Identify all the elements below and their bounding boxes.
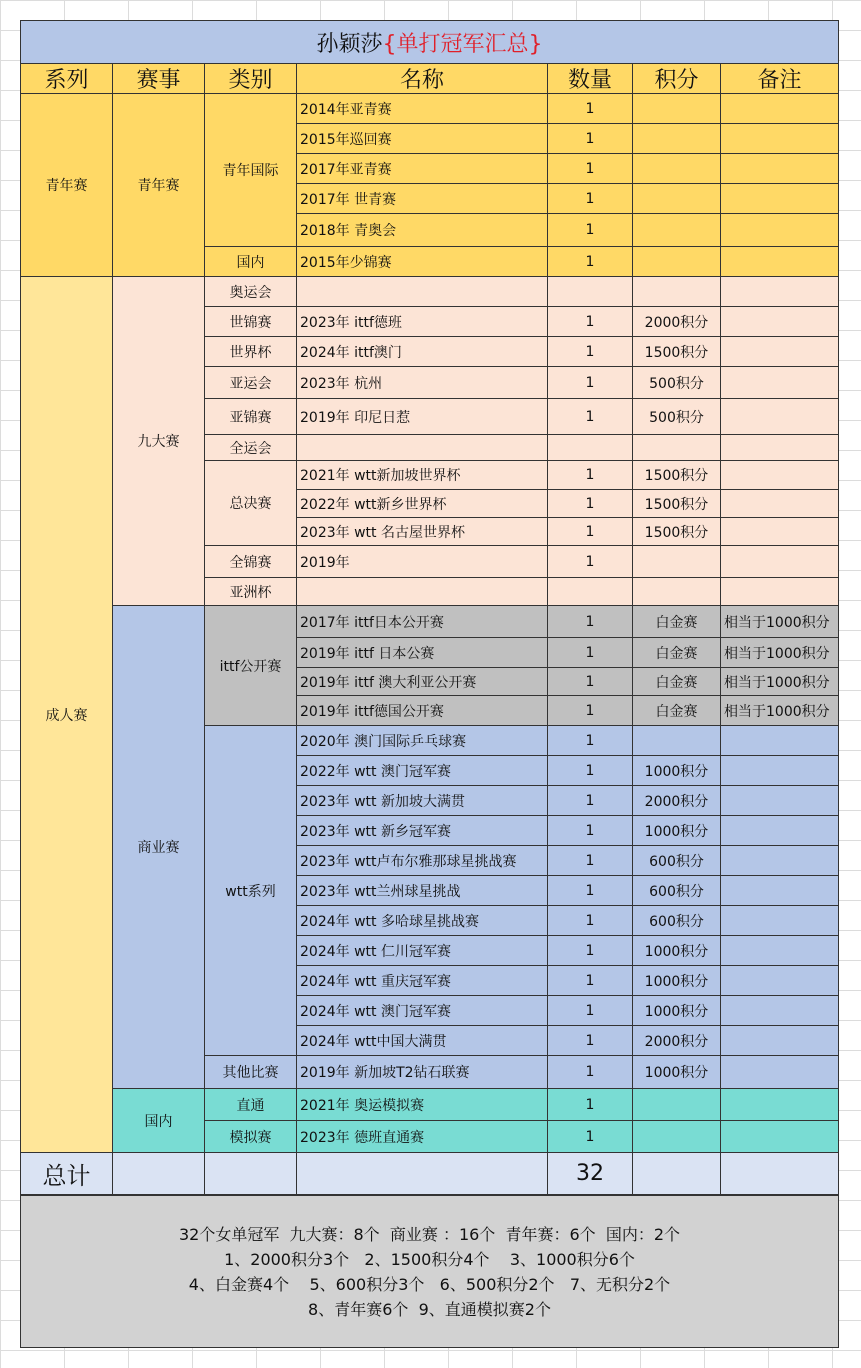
row-22-note [721, 726, 839, 756]
category-worldcup: 世界杯 [205, 337, 297, 367]
row-35-name: 2023年 德班直通赛 [297, 1121, 548, 1153]
total-value: 32 [548, 1153, 633, 1195]
row-32-points: 2000积分 [633, 1026, 721, 1056]
category-worlds: 世锦赛 [205, 307, 297, 337]
summary-line-3: 4、白金赛4个 5、600积分3个 6、500积分2个 7、无积分2个 [188, 1274, 671, 1294]
category-asian-cup: 亚洲杯 [205, 578, 297, 606]
row-2-count: 1 [548, 124, 633, 154]
series-youth: 青年赛 [20, 94, 113, 277]
row-15-count: 1 [548, 518, 633, 546]
row-4-note [721, 184, 839, 214]
row-34-count: 1 [548, 1089, 633, 1121]
row-8-note [721, 307, 839, 337]
title-name: 孙颖莎 [316, 31, 383, 57]
row-26-note [721, 846, 839, 876]
event-nine-major: 九大赛 [113, 277, 205, 606]
row-33-count: 1 [548, 1056, 633, 1089]
category-olympics: 奥运会 [205, 277, 297, 307]
row-23-count: 1 [548, 756, 633, 786]
row-19-points: 白金赛 [633, 638, 721, 668]
row-4-name: 2017年 世青赛 [297, 184, 548, 214]
row-21-name: 2019年 ittf德国公开赛 [297, 696, 548, 726]
total-blank-3 [297, 1153, 548, 1195]
row-17-points [633, 578, 721, 606]
row-14-count: 1 [548, 490, 633, 518]
row-28-points: 600积分 [633, 906, 721, 936]
row-31-points: 1000积分 [633, 996, 721, 1026]
row-17-name [297, 578, 548, 606]
row-9-count: 1 [548, 337, 633, 367]
row-20-name: 2019年 ittf 澳大利亚公开赛 [297, 668, 548, 696]
row-2-points [633, 124, 721, 154]
row-20-points: 白金赛 [633, 668, 721, 696]
row-10-count: 1 [548, 367, 633, 399]
row-11-note [721, 399, 839, 435]
row-20-count: 1 [548, 668, 633, 696]
row-6-points [633, 247, 721, 277]
row-26-points: 600积分 [633, 846, 721, 876]
total-blank-2 [205, 1153, 297, 1195]
row-8-name: 2023年 ittf德班 [297, 307, 548, 337]
row-15-note [721, 518, 839, 546]
row-6-count: 1 [548, 247, 633, 277]
header-name: 名称 [297, 64, 548, 94]
row-1-count: 1 [548, 94, 633, 124]
row-30-points: 1000积分 [633, 966, 721, 996]
row-19-note: 相当于1000积分 [721, 638, 839, 668]
row-27-name: 2023年 wtt兰州球星挑战 [297, 876, 548, 906]
category-direct: 直通 [205, 1089, 297, 1121]
row-29-note [721, 936, 839, 966]
row-30-count: 1 [548, 966, 633, 996]
category-asian-championships: 亚锦赛 [205, 399, 297, 435]
row-11-points: 500积分 [633, 399, 721, 435]
row-13-points: 1500积分 [633, 461, 721, 490]
event-commercial: 商业赛 [113, 606, 205, 1089]
row-35-count: 1 [548, 1121, 633, 1153]
row-28-name: 2024年 wtt 多哈球星挑战赛 [297, 906, 548, 936]
category-finals: 总决赛 [205, 461, 297, 546]
summary-line-4: 8、青年赛6个 9、直通模拟赛2个 [308, 1299, 551, 1319]
row-2-name: 2015年巡回赛 [297, 124, 548, 154]
row-35-note [721, 1121, 839, 1153]
row-24-note [721, 786, 839, 816]
row-33-name: 2019年 新加坡T2钻石联赛 [297, 1056, 548, 1089]
row-14-note [721, 490, 839, 518]
row-34-note [721, 1089, 839, 1121]
summary-box [20, 1195, 839, 1348]
row-8-points: 2000积分 [633, 307, 721, 337]
row-27-points: 600积分 [633, 876, 721, 906]
row-5-name: 2018年 青奥会 [297, 214, 548, 247]
row-18-name: 2017年 ittf日本公开赛 [297, 606, 548, 638]
row-7-points [633, 277, 721, 307]
row-21-count: 1 [548, 696, 633, 726]
row-29-count: 1 [548, 936, 633, 966]
row-18-points: 白金赛 [633, 606, 721, 638]
row-22-points [633, 726, 721, 756]
row-18-note: 相当于1000积分 [721, 606, 839, 638]
row-21-note: 相当于1000积分 [721, 696, 839, 726]
row-10-note [721, 367, 839, 399]
row-3-points [633, 154, 721, 184]
row-11-count: 1 [548, 399, 633, 435]
row-28-count: 1 [548, 906, 633, 936]
row-17-note [721, 578, 839, 606]
row-31-note [721, 996, 839, 1026]
row-18-count: 1 [548, 606, 633, 638]
row-26-name: 2023年 wtt卢布尔雅那球星挑战赛 [297, 846, 548, 876]
row-12-note [721, 435, 839, 461]
row-35-points [633, 1121, 721, 1153]
header-event: 赛事 [113, 64, 205, 94]
row-7-note [721, 277, 839, 307]
row-16-note [721, 546, 839, 578]
row-23-name: 2022年 wtt 澳门冠军赛 [297, 756, 548, 786]
header-category: 类别 [205, 64, 297, 94]
series-adult: 成人赛 [20, 277, 113, 1153]
row-1-points [633, 94, 721, 124]
row-6-name: 2015年少锦赛 [297, 247, 548, 277]
row-1-name: 2014年亚青赛 [297, 94, 548, 124]
category-wtt: wtt系列 [205, 726, 297, 1056]
row-16-name: 2019年 [297, 546, 548, 578]
row-22-name: 2020年 澳门国际乒乓球赛 [297, 726, 548, 756]
category-asian-games: 亚运会 [205, 367, 297, 399]
row-5-points [633, 214, 721, 247]
row-23-note [721, 756, 839, 786]
row-14-points: 1500积分 [633, 490, 721, 518]
row-15-name: 2023年 wtt 名古屋世界杯 [297, 518, 548, 546]
row-6-note [721, 247, 839, 277]
row-11-name: 2019年 印尼日惹 [297, 399, 548, 435]
row-12-count [548, 435, 633, 461]
row-29-points: 1000积分 [633, 936, 721, 966]
row-25-points: 1000积分 [633, 816, 721, 846]
row-34-points [633, 1089, 721, 1121]
row-16-points [633, 546, 721, 578]
row-32-count: 1 [548, 1026, 633, 1056]
summary-line-1: 32个女单冠军 九大赛：8个 商业赛 ：16个 青年赛：6个 国内：2个 [178, 1224, 681, 1244]
row-10-name: 2023年 杭州 [297, 367, 548, 399]
row-22-count: 1 [548, 726, 633, 756]
row-19-count: 1 [548, 638, 633, 668]
row-9-name: 2024年 ittf澳门 [297, 337, 548, 367]
row-24-points: 2000积分 [633, 786, 721, 816]
row-7-name [297, 277, 548, 307]
row-25-name: 2023年 wtt 新乡冠军赛 [297, 816, 548, 846]
row-12-points [633, 435, 721, 461]
total-blank-1 [113, 1153, 205, 1195]
row-33-points: 1000积分 [633, 1056, 721, 1089]
row-33-note [721, 1056, 839, 1089]
row-24-count: 1 [548, 786, 633, 816]
event-youth: 青年赛 [113, 94, 205, 277]
header-series: 系列 [20, 64, 113, 94]
row-30-name: 2024年 wtt 重庆冠军赛 [297, 966, 548, 996]
title-highlight: {单打冠军汇总} [382, 31, 543, 57]
row-32-note [721, 1026, 839, 1056]
category-ittf-open: ittf公开赛 [205, 606, 297, 726]
row-13-name: 2021年 wtt新加坡世界杯 [297, 461, 548, 490]
row-19-name: 2019年 ittf 日本公赛 [297, 638, 548, 668]
row-4-points [633, 184, 721, 214]
category-youth-intl: 青年国际 [205, 94, 297, 247]
row-3-name: 2017年亚青赛 [297, 154, 548, 184]
row-31-name: 2024年 wtt 澳门冠军赛 [297, 996, 548, 1026]
row-20-note: 相当于1000积分 [721, 668, 839, 696]
row-5-note [721, 214, 839, 247]
row-26-count: 1 [548, 846, 633, 876]
category-simulation: 模拟赛 [205, 1121, 297, 1153]
row-23-points: 1000积分 [633, 756, 721, 786]
row-10-points: 500积分 [633, 367, 721, 399]
row-7-count [548, 277, 633, 307]
sheet-title [20, 20, 839, 64]
row-15-points: 1500积分 [633, 518, 721, 546]
row-30-note [721, 966, 839, 996]
row-21-points: 白金赛 [633, 696, 721, 726]
row-1-note [721, 94, 839, 124]
total-blank-4 [633, 1153, 721, 1195]
row-4-count: 1 [548, 184, 633, 214]
row-28-note [721, 906, 839, 936]
row-16-count: 1 [548, 546, 633, 578]
total-label: 总计 [20, 1153, 113, 1195]
row-3-count: 1 [548, 154, 633, 184]
category-other: 其他比赛 [205, 1056, 297, 1089]
row-8-count: 1 [548, 307, 633, 337]
row-14-name: 2022年 wtt新乡世界杯 [297, 490, 548, 518]
row-17-count [548, 578, 633, 606]
category-youth-domestic: 国内 [205, 247, 297, 277]
row-9-note [721, 337, 839, 367]
row-5-count: 1 [548, 214, 633, 247]
total-blank-5 [721, 1153, 839, 1195]
row-27-count: 1 [548, 876, 633, 906]
row-27-note [721, 876, 839, 906]
row-12-name [297, 435, 548, 461]
row-32-name: 2024年 wtt中国大满贯 [297, 1026, 548, 1056]
row-9-points: 1500积分 [633, 337, 721, 367]
summary-line-2: 1、2000积分3个 2、1500积分4个 3、1000积分6个 [224, 1249, 635, 1269]
row-2-note [721, 124, 839, 154]
row-31-count: 1 [548, 996, 633, 1026]
row-25-note [721, 816, 839, 846]
row-34-name: 2021年 奥运模拟赛 [297, 1089, 548, 1121]
row-29-name: 2024年 wtt 仁川冠军赛 [297, 936, 548, 966]
row-13-note [721, 461, 839, 490]
category-national-championships: 全锦赛 [205, 546, 297, 578]
category-national-games: 全运会 [205, 435, 297, 461]
header-note: 备注 [721, 64, 839, 94]
header-points: 积分 [633, 64, 721, 94]
header-count: 数量 [548, 64, 633, 94]
row-24-name: 2023年 wtt 新加坡大满贯 [297, 786, 548, 816]
row-13-count: 1 [548, 461, 633, 490]
event-domestic: 国内 [113, 1089, 205, 1153]
row-25-count: 1 [548, 816, 633, 846]
row-3-note [721, 154, 839, 184]
